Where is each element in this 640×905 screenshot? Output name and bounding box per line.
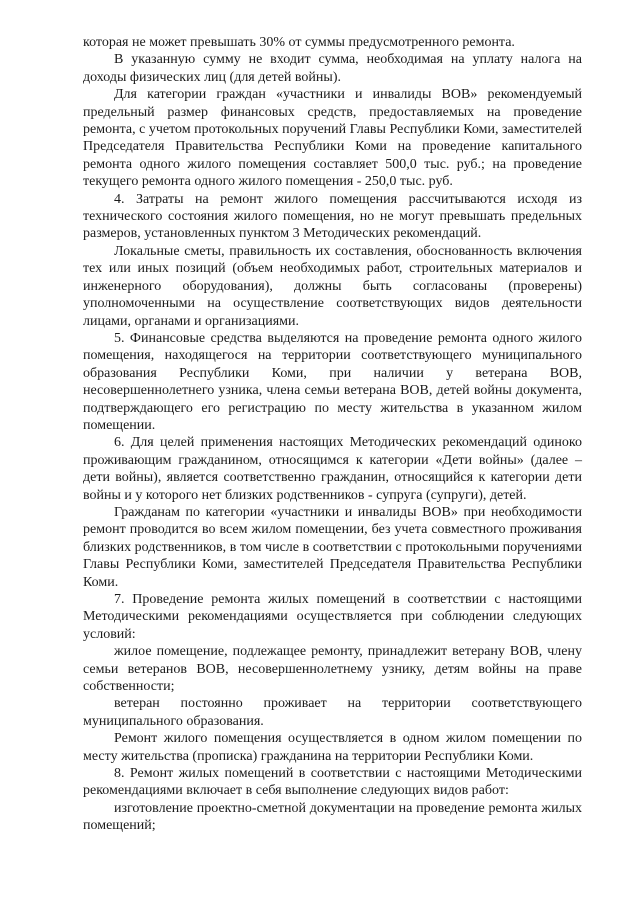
paragraph: Гражданам по категории «участники и инвалиды ВОВ» при необходимости ремонт проводится во всем жилом помещении, без учета совместного проживания близких родственников, в том числе в соответствии с протокольными поручениями Главы Республики Коми, заместителей Председателя Правительства Республики Коми.	[83, 504, 582, 590]
paragraph: изготовление проектно-сметной документации на проведение ремонта жилых помещений;	[83, 800, 582, 834]
paragraph-item-7: 7. Проведение ремонта жилых помещений в соответствии с настоящими Методическими рекомендациями осуществляется при соблюдении следующих условий:	[83, 592, 582, 642]
paragraph-item-4: 4. Затраты на ремонт жилого помещения рассчитываются исходя из технического состояния жилого помещения, но не могут превышать предельных размеров, установленных пунктом 3 Методических рекомендаций.	[83, 191, 582, 242]
document-body	[83, 34, 582, 835]
paragraph: ветеран постоянно проживает на территории соответствующего муниципального образования.	[83, 696, 582, 729]
paragraph: Ремонт жилого помещения осуществляется в одном жилом помещении по месту жительства (прописка) гражданина на территории Республики Коми.	[83, 731, 582, 764]
paragraph-item-8: 8. Ремонт жилых помещений в соответствии с настоящими Методическими рекомендациями включает в себя выполнение следующих видов работ:	[83, 766, 582, 799]
paragraph: В указанную сумму не входит сумма, необходимая на уплату налога на доходы физических лиц (для детей войны).	[83, 52, 582, 85]
paragraph-item-5: 5. Финансовые средства выделяются на проведение ремонта одного жилого помещения, находящегося на территории соответствующего муниципального образования Республики Коми, при наличии у ветерана ВОВ, несовершеннолетнего узника, члена семьи ветерана ВОВ, детей войны документа, подтверждающего его регистрацию по месту жительства в указанном жилом помещении.	[83, 330, 582, 433]
paragraph: Локальные сметы, правильность их составления, обоснованность включения тех или иных позиций (объем необходимых работ, строительных материалов и инженерного оборудования), должны быть согласованы (проверены) уполномоченными на осуществление соответствующих видов деятельности лицами, органами и организациями.	[83, 243, 582, 329]
paragraph: которая не может превышать 30% от суммы предусмотренного ремонта.	[83, 35, 515, 50]
paragraph: жилое помещение, подлежащее ремонту, принадлежит ветерану ВОВ, члену семьи ветеранов ВОВ, несовершеннолетнему узнику, детям войны на праве собственности;	[83, 644, 582, 695]
paragraph-item-6: 6. Для целей применения настоящих Методических рекомендаций одиноко проживающим гражданином, относящимся к категории «Дети войны» (далее – дети войны), является соответственно гражданин, относящийся к категории дети войны и у которого нет близких родственников - супруга (супруги), детей.	[83, 435, 582, 503]
paragraph: Для категории граждан «участники и инвалиды ВОВ» рекомендуемый предельный размер финансовых средств, предоставляемых на проведение ремонта, с учетом протокольных поручений Главы Республики Коми, заместителей Председателя Правительства Республики Коми на проведение капитального ремонта одного жилого помещения составляет 500,0 тыс. руб.; на проведение текущего ремонта одного жилого помещения - 250,0 тыс. руб.	[83, 87, 582, 190]
